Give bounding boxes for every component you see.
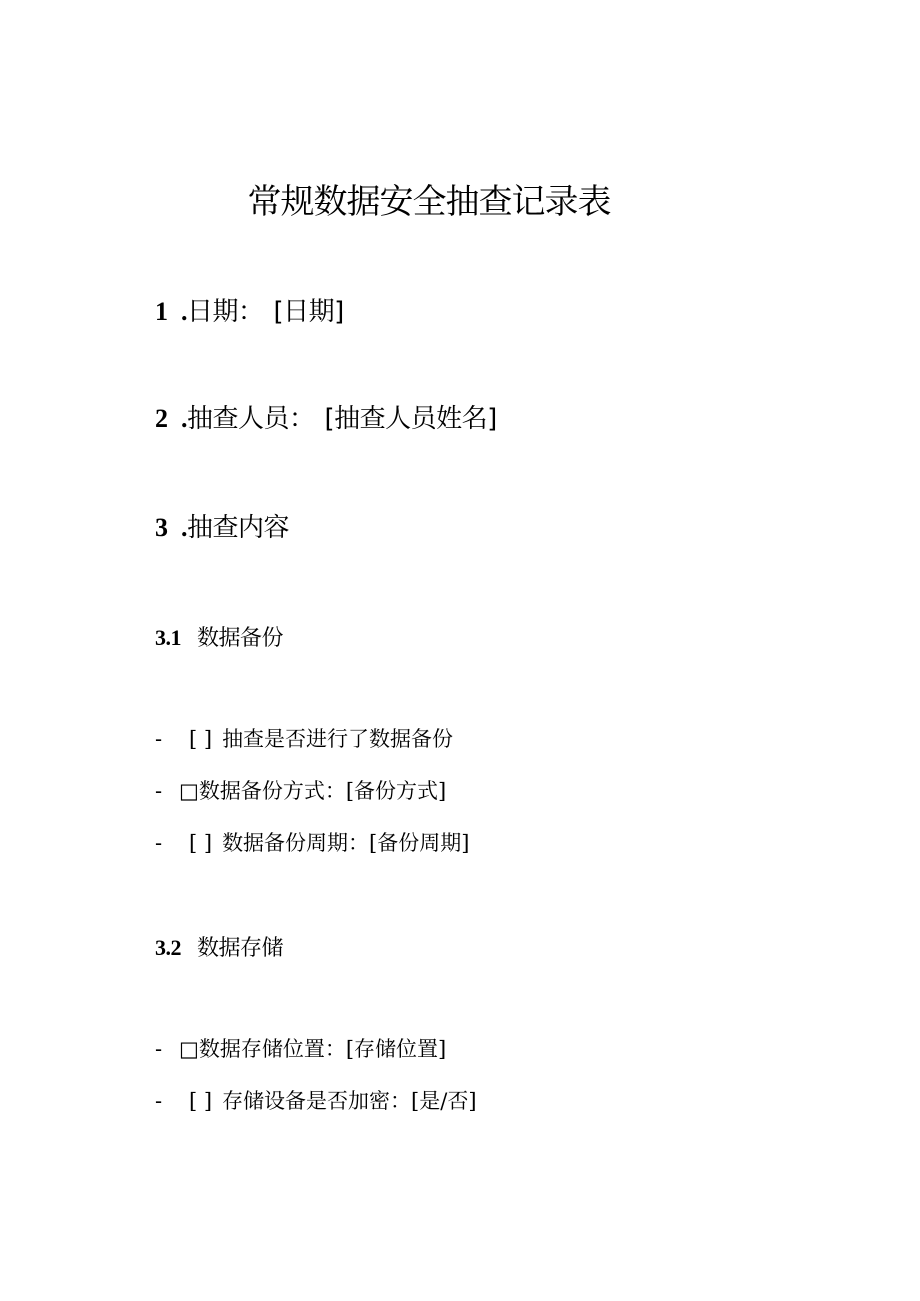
subsection-title: 数据备份 [197,626,284,651]
subsection-storage [155,932,283,965]
item-dash: - [155,779,163,803]
list-item [155,1034,446,1064]
checkbox-mark: [ ] [189,727,213,751]
list-item [155,828,469,858]
section-number: 1 [155,297,168,326]
item-dash: - [155,727,163,751]
section-value: [抽查人员姓名] [324,404,497,434]
section-number: 2 [155,404,168,433]
section-label: 抽查人员： [187,404,315,434]
item-text: 数据存储位置：[存储位置] [198,1037,447,1061]
item-text: 抽查是否进行了数据备份 [222,727,454,751]
section-label: 抽查内容 [187,513,290,543]
item-dash: - [155,1089,163,1113]
section-number: 3 [155,513,168,542]
section-dot: . [181,404,187,433]
section-inspector [155,401,497,437]
section-date [155,294,344,330]
list-item [155,776,446,806]
list-item [155,724,453,754]
subsection-number: 3.2 [155,935,181,960]
section-content [155,510,289,546]
checkbox-mark: [ ] [189,1089,213,1113]
section-value: [日期] [273,297,344,327]
subsection-title: 数据存储 [197,936,284,961]
item-text: 存储设备是否加密：[是/否] [222,1089,477,1113]
subsection-number: 3.1 [155,625,181,650]
checkbox-mark: □ [179,779,199,803]
item-dash: - [155,1037,163,1061]
checkbox-mark: □ [179,1037,199,1061]
list-item [155,1086,477,1116]
checkbox-mark: [ ] [189,831,213,855]
section-label: 日期： [187,297,264,327]
item-text: 数据备份方式：[备份方式] [198,779,447,803]
section-dot: . [181,297,187,326]
document-title: 常规数据安全抽查记录表 [247,182,611,222]
item-text: 数据备份周期：[备份周期] [222,831,470,855]
section-dot: . [181,513,187,542]
item-dash: - [155,831,163,855]
subsection-backup [155,622,283,655]
